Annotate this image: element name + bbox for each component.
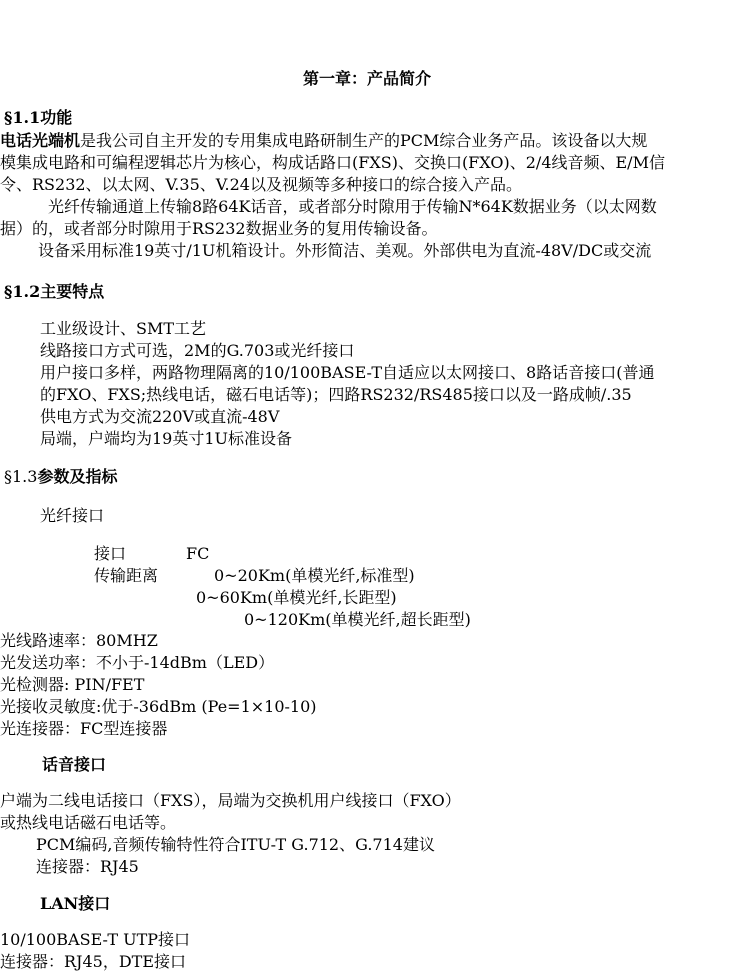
product-name: 电话光端机 [0,131,81,150]
paragraph-line: 模集成电路和可编程逻辑芯片为核心，构成话路口(FXS)、交换口(FXO)、2/4线音频、E/M信 [0,153,665,172]
paragraph-line: 电话光端机是我公司自主开发的专用集成电路研制生产的PCM综合业务产品。该设备以大规 [0,131,648,150]
lan-interface-title: LAN接口 [40,894,111,913]
feature-item: 线路接口方式可选，2M的G.703或光纤接口 [40,341,355,360]
feature-item: 工业级设计、SMT工艺 [40,319,207,338]
paragraph-line: 光纤传输通道上传输8路64K话音，或者部分时隙用于传输N*64K数据业务（以太网数 [48,197,657,216]
spec-line: 10/100BASE-T UTP接口 [0,930,191,949]
spec-line: 连接器：RJ45，DTE接口 [0,952,187,971]
section-heading-1-3: §1.3参数及指标 [4,467,118,486]
spec-line: 光线路速率：80MHZ [0,631,158,650]
distance-value: 0~20Km(单模光纤,标准型) [214,566,415,585]
section-heading-1-2: §1.2主要特点 [4,282,105,301]
distance-value: 0~120Km(单模光纤,超长距型) [244,610,471,629]
distance-label: 传输距离 [94,566,159,585]
feature-item: 的FXO、FXS;热线电话，磁石电话等)；四路RS232/RS485接口以及一路成帧/.35 [40,385,632,404]
feature-item: 局端，户端均为19英寸1U标准设备 [40,429,293,448]
spec-line: PCM编码,音频传输特性符合ITU-T G.712、G.714建议 [36,835,435,854]
spec-line: 光发送功率：不小于-14dBm（LED） [0,653,275,672]
spec-line: 光连接器：FC型连接器 [0,719,168,738]
feature-item: 用户接口多样，两路物理隔离的10/100BASE-T自适应以太网接口、8路话音接口(普通 [40,363,655,382]
interface-value: FC [186,544,210,563]
paragraph-line: 设备采用标准19英寸/1U机箱设计。外形简洁、美观。外部供电为直流-48V/DC或交流 [38,241,652,260]
spec-line: 光检测器: PIN/FET [0,675,145,694]
feature-item: 供电方式为交流220V或直流-48V [40,407,280,426]
fiber-interface-title: 光纤接口 [40,506,105,525]
spec-line: 户端为二线电话接口（FXS），局端为交换机用户线接口（FXO） [0,791,461,810]
voice-interface-title: 话音接口 [42,755,107,774]
spec-line: 光接收灵敏度:优于-36dBm (Pe=1×10-10) [0,697,317,716]
paragraph-line: 据）的，或者部分时隙用于RS232数据业务的复用传输设备。 [0,219,438,238]
spec-line: 或热线电话磁石电话等。 [0,813,177,832]
interface-label: 接口 [94,544,127,563]
spec-line: 连接器：RJ45 [36,857,139,876]
chapter-title: 第一章：产品简介 [303,69,432,88]
section-heading-1-1: §1.1功能 [4,108,73,127]
distance-value: 0~60Km(单模光纤,长距型) [196,588,397,607]
paragraph-line: 令、RS232、以太网、V.35、V.24以及视频等多种接口的综合接入产品。 [0,175,522,194]
